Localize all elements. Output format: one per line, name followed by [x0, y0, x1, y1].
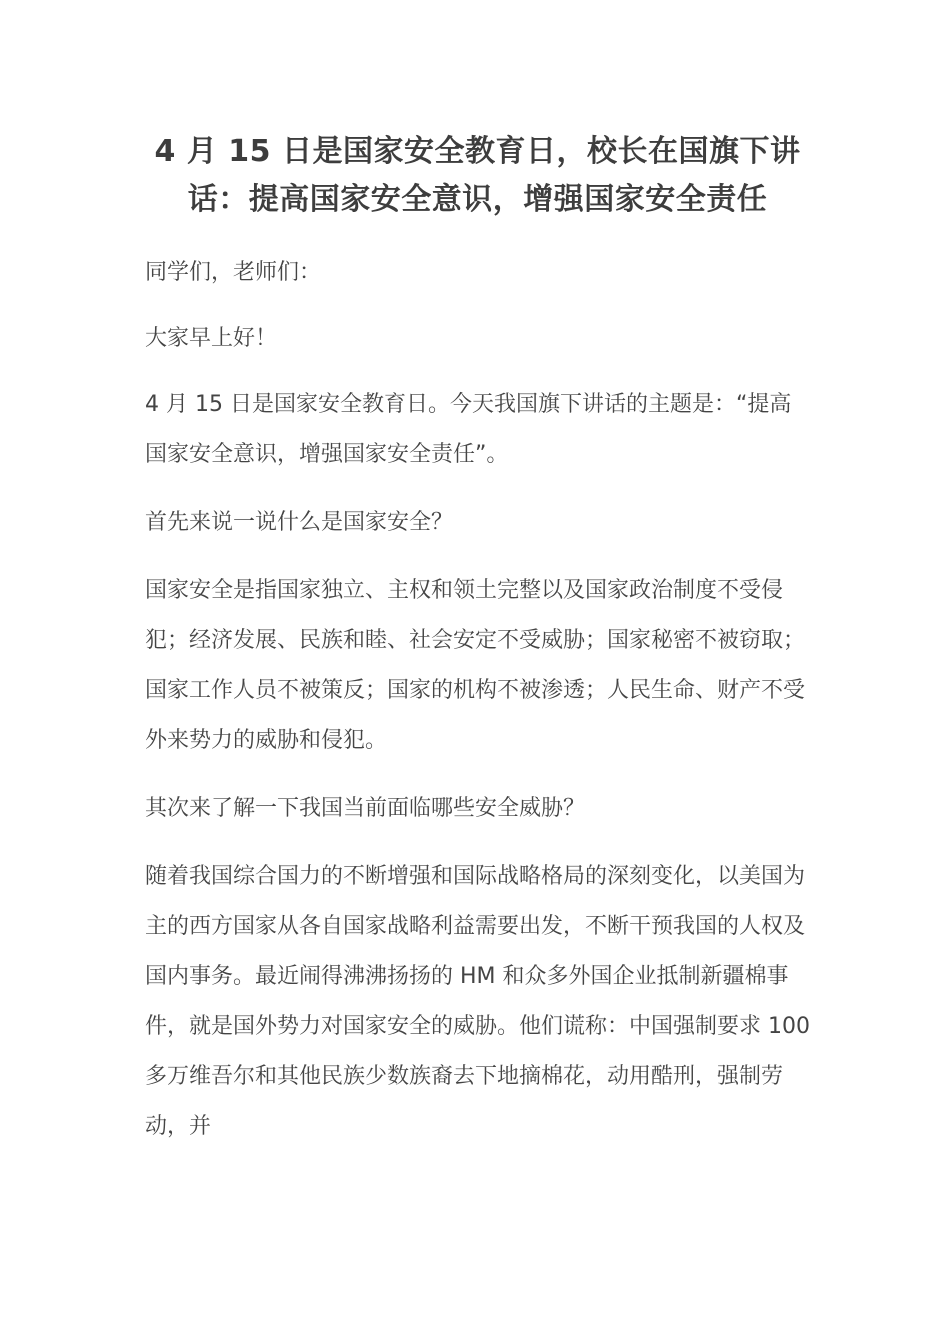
document-title: 4 月 15 日是国家安全教育日，校长在国旗下讲话：提高国家安全意识，增强国家安全责任 — [154, 134, 801, 217]
good-morning-paragraph: 大家早上好！ — [145, 326, 278, 351]
threats-question-paragraph: 其次来了解一下我国当前面临哪些安全威胁？ — [145, 796, 586, 821]
theme-paragraph: 4 月 15 日是国家安全教育日。今天我国旗下讲话的主题是：“提高国家安全意识，增强国家安全责任”。 — [145, 392, 792, 467]
question-paragraph: 首先来说一说什么是国家安全？ — [145, 510, 454, 535]
document-page — [145, 128, 810, 1152]
definition-paragraph: 国家安全是指国家独立、主权和领土完整以及国家政治制度不受侵犯；经济发展、民族和睦、社会安定不受威胁；国家秘密不被窃取；国家工作人员不被策反；国家的机构不被渗透；人民生命、财产不受外来势力的威胁和侵犯。 — [145, 578, 806, 753]
threats-body-paragraph: 随着我国综合国力的不断增强和国际战略格局的深刻变化，以美国为主的西方国家从各自国家战略利益需要出发，不断干预我国的人权及国内事务。最近闹得沸沸扬扬的 HM 和众多外国企业抵制新疆棉事件，就是国外势力对国家安全的威胁。他们谎称：中国强制要求 100 多万维吾尔和其他民族少数族裔去下地摘棉花，动用酷刑，强制劳动，并 — [145, 864, 810, 1139]
greeting-paragraph: 同学们，老师们： — [145, 260, 322, 285]
